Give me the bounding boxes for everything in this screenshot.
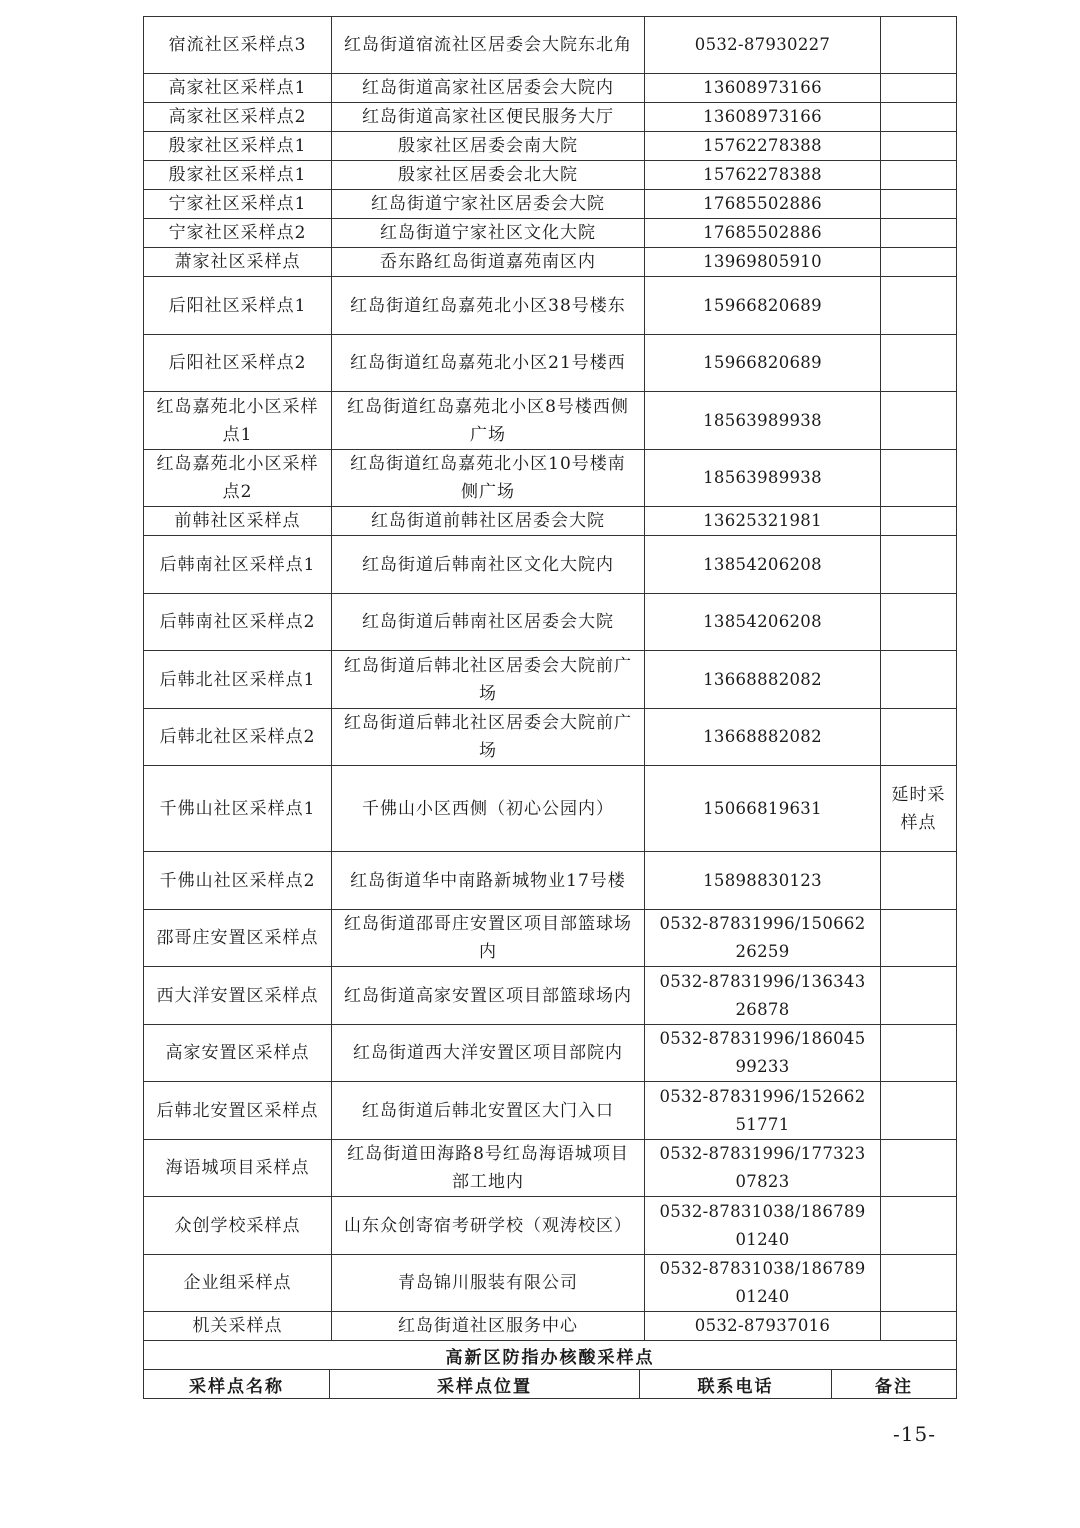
site-location-cell: 红岛街道宁家社区居委会大院 <box>332 190 645 219</box>
site-remark-cell <box>881 536 957 594</box>
section-title: 高新区防指办核酸采样点 <box>144 1341 957 1370</box>
table-row <box>144 450 957 507</box>
site-name-cell: 后韩北安置区采样点 <box>144 1082 332 1140</box>
table-row <box>144 1025 957 1082</box>
site-remark-cell <box>881 910 957 967</box>
site-phone-cell: 15966820689 <box>645 335 881 392</box>
site-remark-cell: 延时采样点 <box>881 766 957 852</box>
site-name-cell: 红岛嘉苑北小区采样点1 <box>144 392 332 450</box>
site-location-cell: 红岛街道邵哥庄安置区项目部篮球场内 <box>332 910 645 967</box>
table-row <box>144 910 957 967</box>
table-row <box>144 190 957 219</box>
site-name-cell: 海语城项目采样点 <box>144 1140 332 1197</box>
site-phone-cell: 13668882082 <box>645 651 881 709</box>
site-phone-cell: 17685502886 <box>645 219 881 248</box>
site-location-cell: 红岛街道高家社区便民服务大厅 <box>332 103 645 132</box>
site-name-cell: 红岛嘉苑北小区采样点2 <box>144 450 332 507</box>
site-name-cell: 高家安置区采样点 <box>144 1025 332 1082</box>
site-remark-cell <box>881 17 957 74</box>
table-row <box>144 1197 957 1255</box>
site-name-cell: 殷家社区采样点1 <box>144 132 332 161</box>
site-location-cell: 红岛街道宿流社区居委会大院东北角 <box>332 17 645 74</box>
table-row <box>144 1082 957 1140</box>
site-phone-cell: 13668882082 <box>645 709 881 766</box>
site-location-cell: 青岛锦川服装有限公司 <box>332 1255 645 1312</box>
site-remark-cell <box>881 967 957 1025</box>
site-name-cell: 后韩南社区采样点1 <box>144 536 332 594</box>
site-name-cell: 宁家社区采样点2 <box>144 219 332 248</box>
site-name-cell: 千佛山社区采样点2 <box>144 852 332 910</box>
site-location-cell: 红岛街道后韩南社区居委会大院 <box>332 594 645 651</box>
site-location-cell: 红岛街道高家社区居委会大院内 <box>332 74 645 103</box>
site-phone-cell: 18563989938 <box>645 450 881 507</box>
site-phone-cell: 18563989938 <box>645 392 881 450</box>
site-location-cell: 千佛山小区西侧（初心公园内） <box>332 766 645 852</box>
site-location-cell: 红岛街道高家安置区项目部篮球场内 <box>332 967 645 1025</box>
site-phone-cell: 0532-87831038/18678901240 <box>645 1197 881 1255</box>
site-name-cell: 后韩北社区采样点2 <box>144 709 332 766</box>
table-row <box>144 967 957 1025</box>
site-remark-cell <box>881 1082 957 1140</box>
site-remark-cell <box>881 219 957 248</box>
table-row <box>144 74 957 103</box>
site-phone-cell: 15762278388 <box>645 161 881 190</box>
site-location-cell: 红岛街道前韩社区居委会大院 <box>332 507 645 536</box>
site-phone-cell: 13608973166 <box>645 103 881 132</box>
site-location-cell: 殷家社区居委会北大院 <box>332 161 645 190</box>
table-row <box>144 594 957 651</box>
site-phone-cell: 13854206208 <box>645 536 881 594</box>
site-name-cell: 前韩社区采样点 <box>144 507 332 536</box>
site-remark-cell <box>881 1140 957 1197</box>
header-phone: 联系电话 <box>640 1370 832 1399</box>
site-location-cell: 红岛街道红岛嘉苑北小区38号楼东 <box>332 277 645 335</box>
site-remark-cell <box>881 1197 957 1255</box>
site-name-cell: 后阳社区采样点2 <box>144 335 332 392</box>
site-location-cell: 红岛街道后韩北安置区大门入口 <box>332 1082 645 1140</box>
header-remark: 备注 <box>832 1370 957 1399</box>
site-location-cell: 红岛街道田海路8号红岛海语城项目部工地内 <box>332 1140 645 1197</box>
site-remark-cell <box>881 1255 957 1312</box>
table-row <box>144 248 957 277</box>
table-row <box>144 709 957 766</box>
site-name-cell: 萧家社区采样点 <box>144 248 332 277</box>
site-phone-cell: 13854206208 <box>645 594 881 651</box>
site-phone-cell: 0532-87831038/18678901240 <box>645 1255 881 1312</box>
site-name-cell: 宁家社区采样点1 <box>144 190 332 219</box>
table-row <box>144 103 957 132</box>
sampling-sites-table <box>143 16 957 1341</box>
site-remark-cell <box>881 450 957 507</box>
site-remark-cell <box>881 161 957 190</box>
site-name-cell: 企业组采样点 <box>144 1255 332 1312</box>
site-phone-cell: 15762278388 <box>645 132 881 161</box>
site-phone-cell: 0532-87831996/17732307823 <box>645 1140 881 1197</box>
site-remark-cell <box>881 190 957 219</box>
site-remark-cell <box>881 277 957 335</box>
site-location-cell: 红岛街道西大洋安置区项目部院内 <box>332 1025 645 1082</box>
table-row <box>144 17 957 74</box>
site-location-cell: 红岛街道社区服务中心 <box>332 1312 645 1341</box>
site-name-cell: 宿流社区采样点3 <box>144 17 332 74</box>
site-phone-cell: 0532-87831996/15266251771 <box>645 1082 881 1140</box>
site-phone-cell: 13625321981 <box>645 507 881 536</box>
site-phone-cell: 0532-87930227 <box>645 17 881 74</box>
table-row <box>144 392 957 450</box>
site-location-cell: 红岛街道宁家社区文化大院 <box>332 219 645 248</box>
table-row <box>144 161 957 190</box>
site-location-cell: 殷家社区居委会南大院 <box>332 132 645 161</box>
site-name-cell: 后阳社区采样点1 <box>144 277 332 335</box>
site-name-cell: 后韩南社区采样点2 <box>144 594 332 651</box>
site-location-cell: 红岛街道后韩北社区居委会大院前广场 <box>332 651 645 709</box>
site-location-cell: 红岛街道红岛嘉苑北小区10号楼南侧广场 <box>332 450 645 507</box>
site-name-cell: 邵哥庄安置区采样点 <box>144 910 332 967</box>
site-phone-cell: 15066819631 <box>645 766 881 852</box>
site-phone-cell: 0532-87831996/13634326878 <box>645 967 881 1025</box>
site-location-cell: 红岛街道后韩北社区居委会大院前广场 <box>332 709 645 766</box>
site-name-cell: 众创学校采样点 <box>144 1197 332 1255</box>
site-phone-cell: 15898830123 <box>645 852 881 910</box>
site-location-cell: 山东众创寄宿考研学校（观涛校区） <box>332 1197 645 1255</box>
table-row <box>144 852 957 910</box>
header-location: 采样点位置 <box>330 1370 640 1399</box>
site-location-cell: 红岛街道后韩南社区文化大院内 <box>332 536 645 594</box>
site-location-cell: 红岛街道红岛嘉苑北小区21号楼西 <box>332 335 645 392</box>
site-remark-cell <box>881 132 957 161</box>
site-remark-cell <box>881 1312 957 1341</box>
site-name-cell: 西大洋安置区采样点 <box>144 967 332 1025</box>
site-location-cell: 红岛街道红岛嘉苑北小区8号楼西侧广场 <box>332 392 645 450</box>
table-row <box>144 219 957 248</box>
site-remark-cell <box>881 335 957 392</box>
site-remark-cell <box>881 74 957 103</box>
table-row <box>144 277 957 335</box>
site-remark-cell <box>881 651 957 709</box>
site-remark-cell <box>881 1025 957 1082</box>
site-remark-cell <box>881 507 957 536</box>
table-row <box>144 1312 957 1341</box>
table-row <box>144 1255 957 1312</box>
site-phone-cell: 0532-87937016 <box>645 1312 881 1341</box>
table-row <box>144 507 957 536</box>
table-row <box>144 766 957 852</box>
site-remark-cell <box>881 392 957 450</box>
site-remark-cell <box>881 594 957 651</box>
site-phone-cell: 17685502886 <box>645 190 881 219</box>
site-phone-cell: 0532-87831996/18604599233 <box>645 1025 881 1082</box>
site-name-cell: 千佛山社区采样点1 <box>144 766 332 852</box>
site-remark-cell <box>881 709 957 766</box>
section-header-row <box>144 1370 957 1399</box>
table-row <box>144 335 957 392</box>
site-name-cell: 高家社区采样点1 <box>144 74 332 103</box>
table-row <box>144 536 957 594</box>
sampling-sites-body <box>144 17 957 1341</box>
table-row <box>144 1140 957 1197</box>
site-name-cell: 高家社区采样点2 <box>144 103 332 132</box>
site-location-cell: 岙东路红岛街道嘉苑南区内 <box>332 248 645 277</box>
header-name: 采样点名称 <box>144 1370 330 1399</box>
page-number: -15- <box>893 1422 936 1446</box>
site-phone-cell: 0532-87831996/15066226259 <box>645 910 881 967</box>
table-row <box>144 651 957 709</box>
site-location-cell: 红岛街道华中南路新城物业17号楼 <box>332 852 645 910</box>
section-title-row <box>144 1341 957 1370</box>
site-remark-cell <box>881 103 957 132</box>
gaoxin-section-table <box>143 1340 957 1399</box>
site-phone-cell: 13969805910 <box>645 248 881 277</box>
table-row <box>144 132 957 161</box>
site-remark-cell <box>881 248 957 277</box>
site-remark-cell <box>881 852 957 910</box>
site-phone-cell: 13608973166 <box>645 74 881 103</box>
site-name-cell: 殷家社区采样点1 <box>144 161 332 190</box>
site-name-cell: 后韩北社区采样点1 <box>144 651 332 709</box>
site-phone-cell: 15966820689 <box>645 277 881 335</box>
site-name-cell: 机关采样点 <box>144 1312 332 1341</box>
